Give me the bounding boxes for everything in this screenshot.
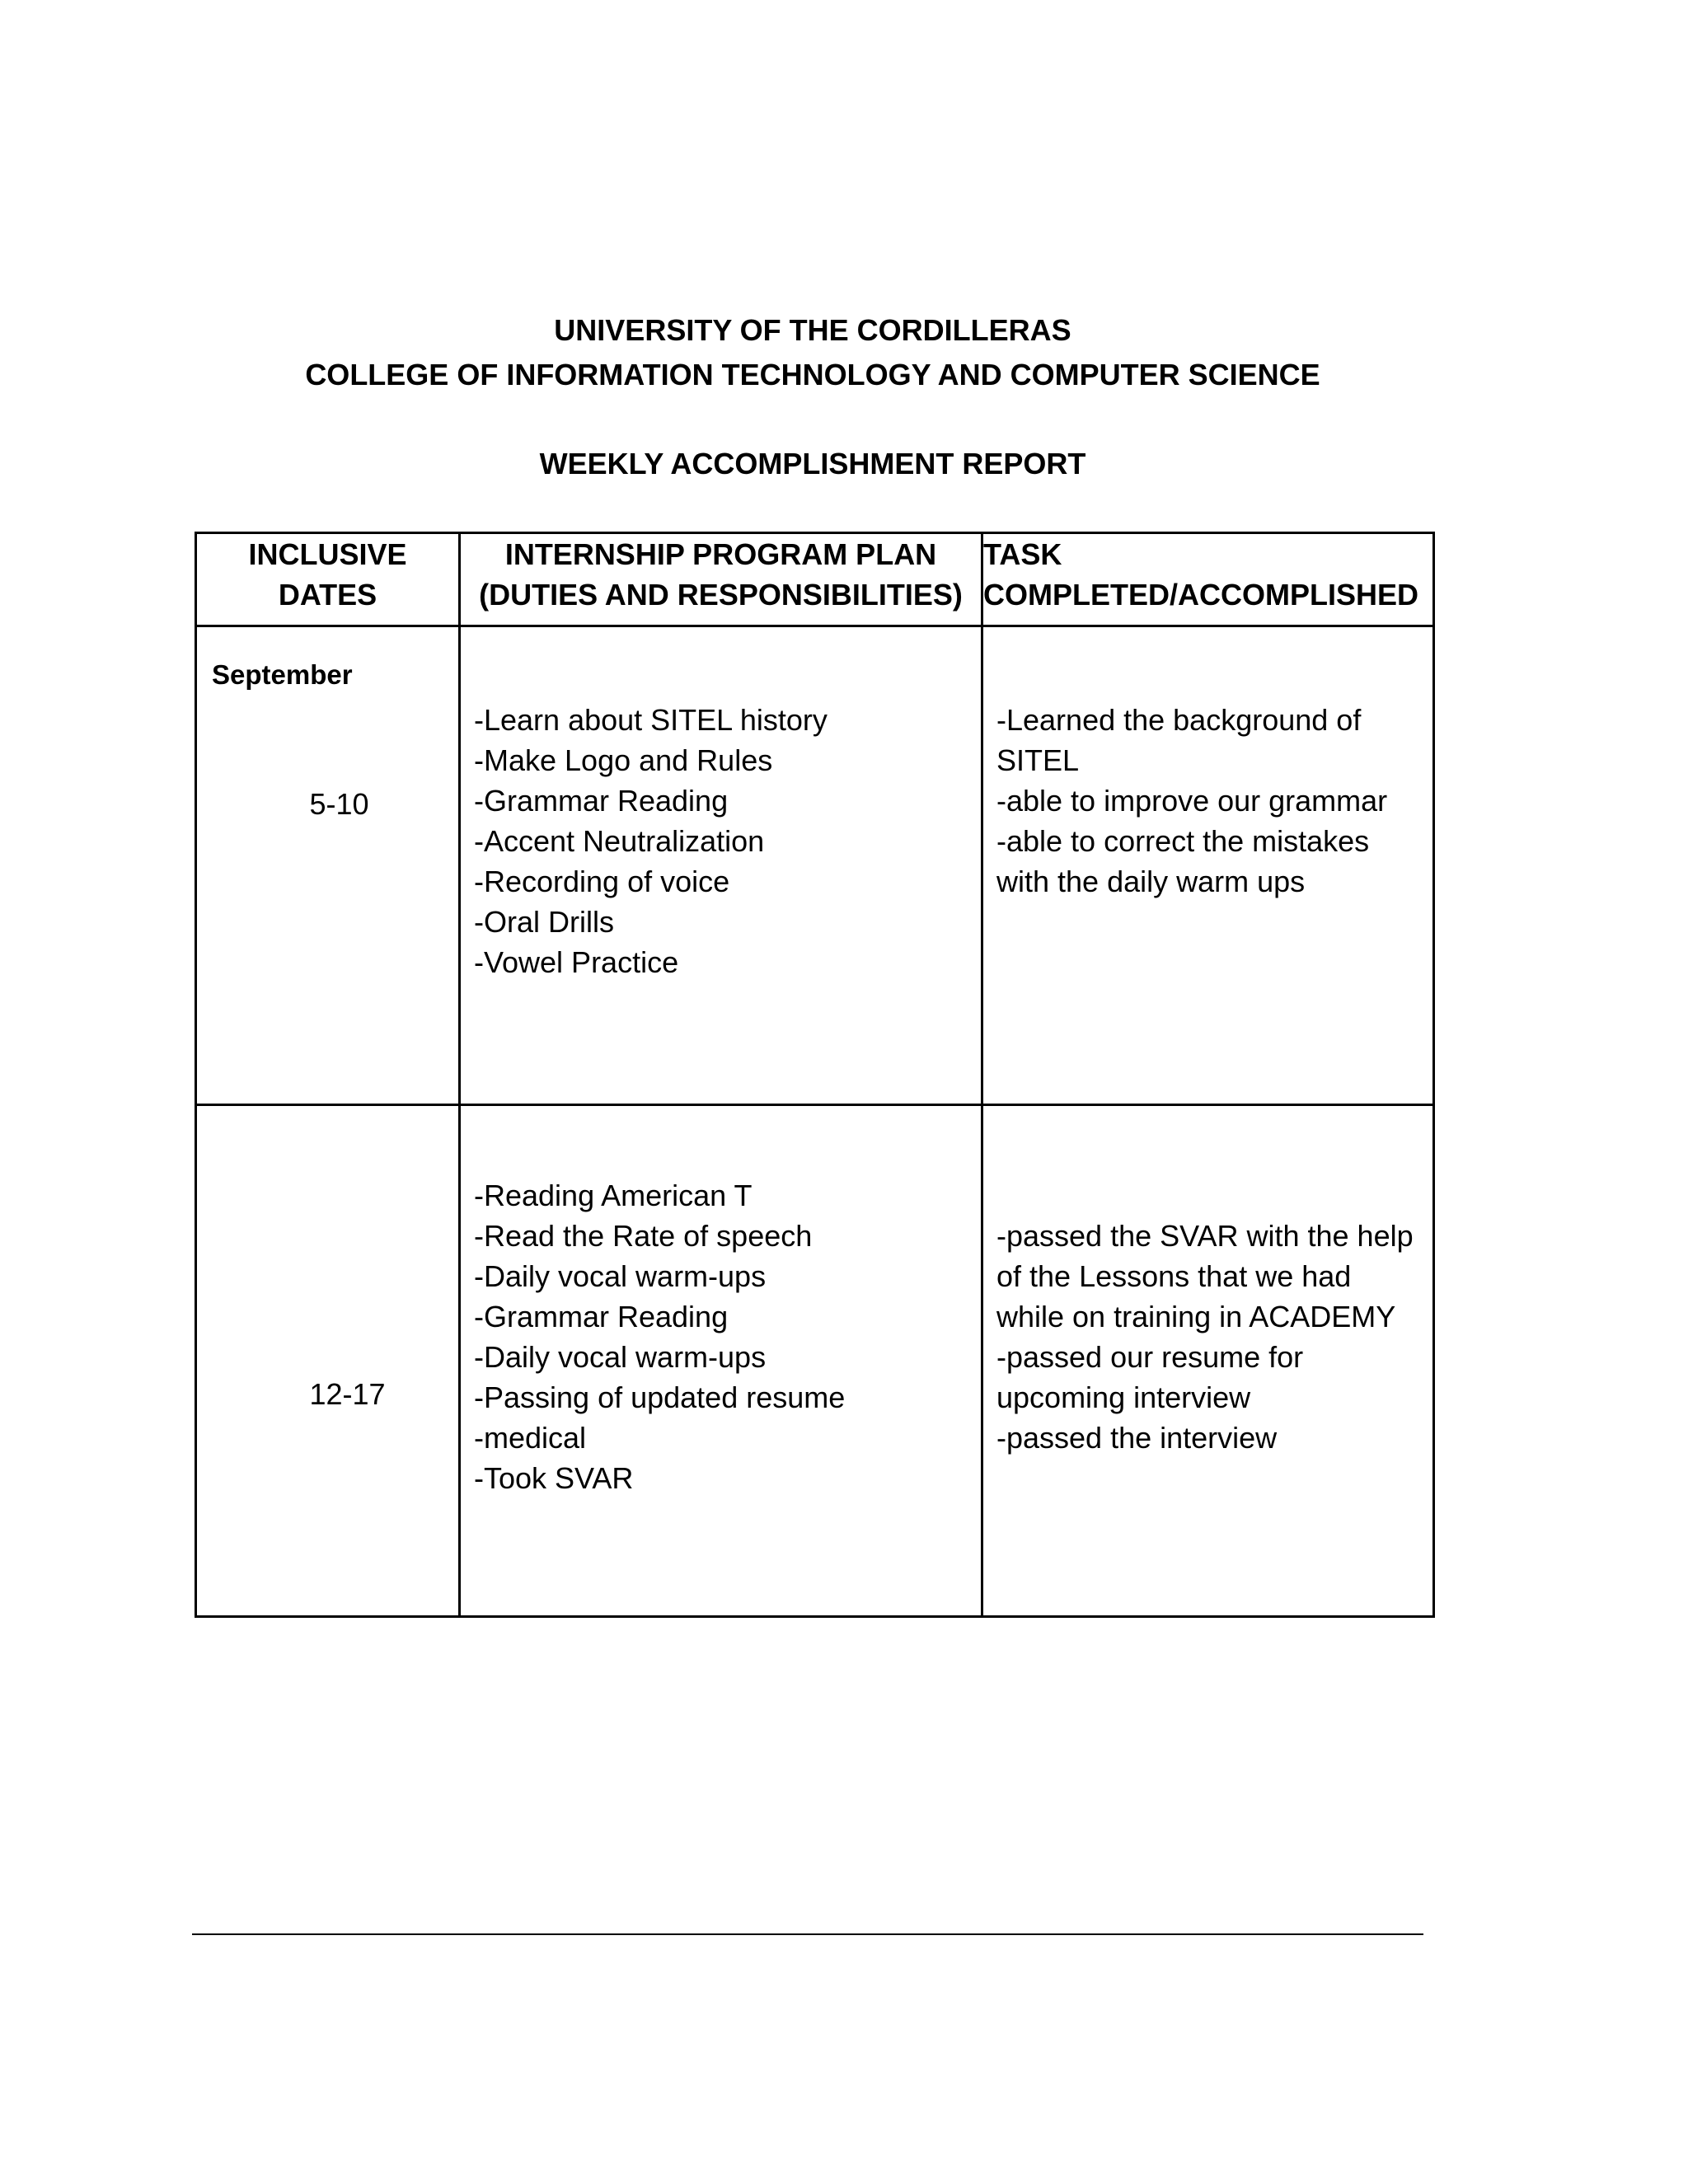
table-header-row [196,533,1434,626]
list-item: -Read the Rate of speech [474,1219,813,1253]
list-item: -Recording of voice [474,865,730,898]
list-item: -Passing of updated resume [474,1380,846,1414]
tasks-list [983,700,1387,902]
accomplishment-table [195,532,1435,1618]
list-item: -Learn about SITEL history [474,703,828,737]
column-header-line: TASK [983,537,1062,571]
list-item: -passed our resume for [996,1340,1304,1374]
column-header-line: COMPLETED/ACCOMPLISHED [983,578,1419,612]
list-item: with the daily warm ups [996,865,1306,898]
date-range: 5-10 [309,787,369,821]
list-item: -Learned the background of [996,703,1362,737]
list-item: -Daily vocal warm-ups [474,1340,767,1374]
list-item: -Grammar Reading [474,784,729,818]
list-item: -Accent Neutralization [474,824,765,858]
duties-list [461,700,828,982]
date-range: 12-17 [309,1377,386,1411]
list-item: while on training in ACADEMY [996,1300,1396,1333]
college-name: COLLEGE OF INFORMATION TECHNOLOGY AND COMPUTER SCIENCE [305,358,1320,391]
column-header-line: INTERNSHIP PROGRAM PLAN [504,537,937,571]
list-item: of the Lessons that we had [996,1259,1352,1293]
list-item: SITEL [996,743,1080,777]
university-name: UNIVERSITY OF THE CORDILLERAS [554,313,1071,347]
list-item: -Reading American T [474,1179,753,1212]
duties-cell [460,1105,982,1617]
list-item: -able to improve our grammar [996,784,1388,818]
column-header-task-completed [982,533,1434,626]
column-header-inclusive-dates [196,533,460,626]
dates-cell [196,626,460,1105]
duties-cell [460,626,982,1105]
duties-list [461,1175,845,1498]
footer-rule [192,1933,1423,1935]
dates-cell [196,1105,460,1617]
tasks-list [983,1216,1414,1458]
column-header-line: (DUTIES AND RESPONSIBILITIES) [479,578,963,612]
column-header-line: DATES [278,578,377,612]
list-item: -Oral Drills [474,905,614,939]
month-label: September [212,659,353,690]
tasks-cell [982,1105,1434,1617]
table-row [196,1105,1434,1617]
list-item: -passed the SVAR with the help [996,1219,1414,1253]
table-row [196,626,1434,1105]
list-item: -Grammar Reading [474,1300,729,1333]
tasks-cell [982,626,1434,1105]
column-header-line: INCLUSIVE [248,537,407,571]
list-item: -medical [474,1421,587,1455]
list-item: -Took SVAR [474,1461,634,1495]
list-item: upcoming interview [996,1380,1251,1414]
list-item: -Vowel Practice [474,945,679,979]
column-header-program-plan [460,533,982,626]
list-item: -passed the interview [996,1421,1278,1455]
list-item: -Daily vocal warm-ups [474,1259,767,1293]
list-item: -Make Logo and Rules [474,743,773,777]
report-title: WEEKLY ACCOMPLISHMENT REPORT [539,447,1086,480]
list-item: -able to correct the mistakes [996,824,1370,858]
